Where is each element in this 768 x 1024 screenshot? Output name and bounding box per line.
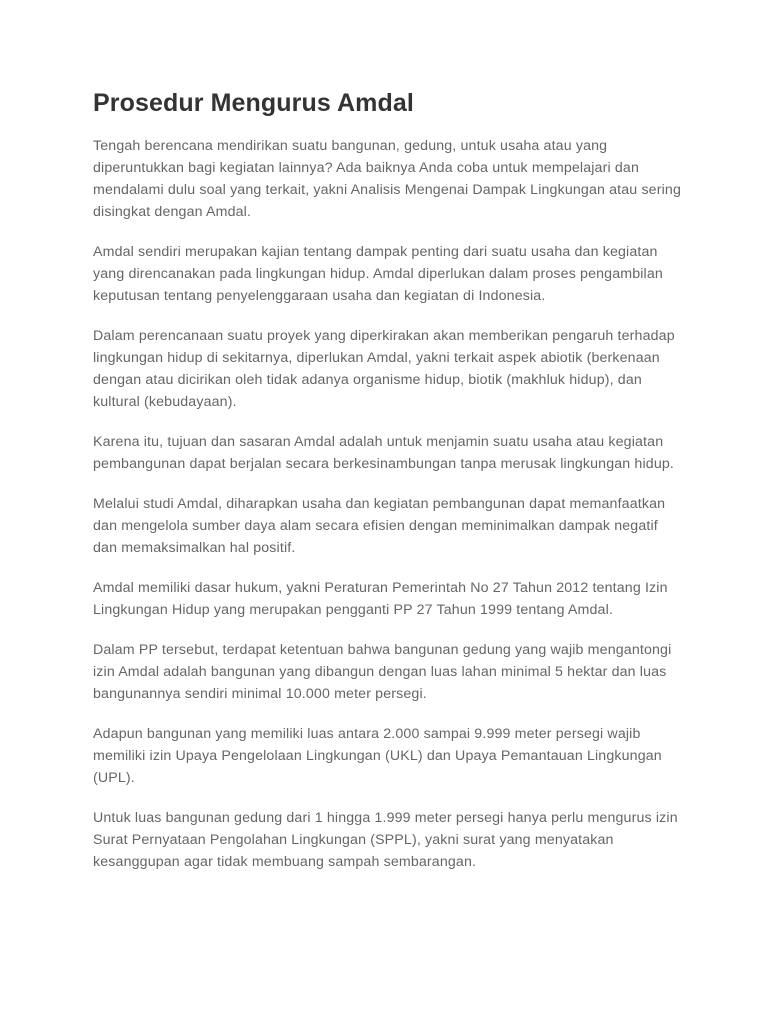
paragraph-6: Amdal memiliki dasar hukum, yakni Peraturan Pemerintah No 27 Tahun 2012 tentang Izin Lingkungan Hidup yang merupakan pengganti PP 27 Tahun 1999 tentang Amdal. xyxy=(93,580,668,618)
paragraph-9: Untuk luas bangunan gedung dari 1 hingga 1.999 meter persegi hanya perlu mengurus izin Surat Pernyataan Pengolahan Lingkungan (SPPL), yakni surat yang menyatakan kesanggupan agar tidak membuang sampah sembarangan. xyxy=(93,810,678,870)
paragraph-7: Dalam PP tersebut, terdapat ketentuan bahwa bangunan gedung yang wajib mengantongi izin Amdal adalah bangunan yang dibangun dengan luas lahan minimal 5 hektar dan luas bangunannya sendiri minimal 10.000 meter persegi. xyxy=(93,642,672,702)
paragraph-8: Adapun bangunan yang memiliki luas antara 2.000 sampai 9.999 meter persegi wajib memiliki izin Upaya Pengelolaan Lingkungan (UKL) dan Upaya Pemantauan Lingkungan (UPL). xyxy=(93,726,662,786)
document-page xyxy=(93,86,683,891)
paragraph-3: Dalam perencanaan suatu proyek yang diperkirakan akan memberikan pengaruh terhadap lingkungan hidup di sekitarnya, diperlukan Amdal, yakni terkait aspek abiotik (berkenaan dengan atau dicirikan oleh tidak adanya organisme hidup, biotik (makhluk hidup), dan kultural (kebudayaan). xyxy=(93,328,675,410)
page-title: Prosedur Mengurus Amdal xyxy=(93,89,414,117)
paragraph-4: Karena itu, tujuan dan sasaran Amdal adalah untuk menjamin suatu usaha atau kegiatan pembangunan dapat berjalan secara berkesinambungan tanpa merusak lingkungan hidup. xyxy=(93,434,674,472)
paragraph-2: Amdal sendiri merupakan kajian tentang dampak penting dari suatu usaha dan kegiatan yang direncanakan pada lingkungan hidup. Amdal diperlukan dalam proses pengambilan keputusan tentang penyelenggaraan usaha dan kegiatan di Indonesia. xyxy=(93,244,663,304)
paragraph-5: Melalui studi Amdal, diharapkan usaha dan kegiatan pembangunan dapat memanfaatkan dan mengelola sumber daya alam secara efisien dengan meminimalkan dampak negatif dan memaksimalkan hal positif. xyxy=(93,496,666,556)
paragraph-1: Tengah berencana mendirikan suatu bangunan, gedung, untuk usaha atau yang diperuntukkan bagi kegiatan lainnya? Ada baiknya Anda coba untuk mempelajari dan mendalami dulu soal yang terkait, yakni Analisis Mengenai Dampak Lingkungan atau sering disingkat dengan Amdal. xyxy=(93,138,681,220)
